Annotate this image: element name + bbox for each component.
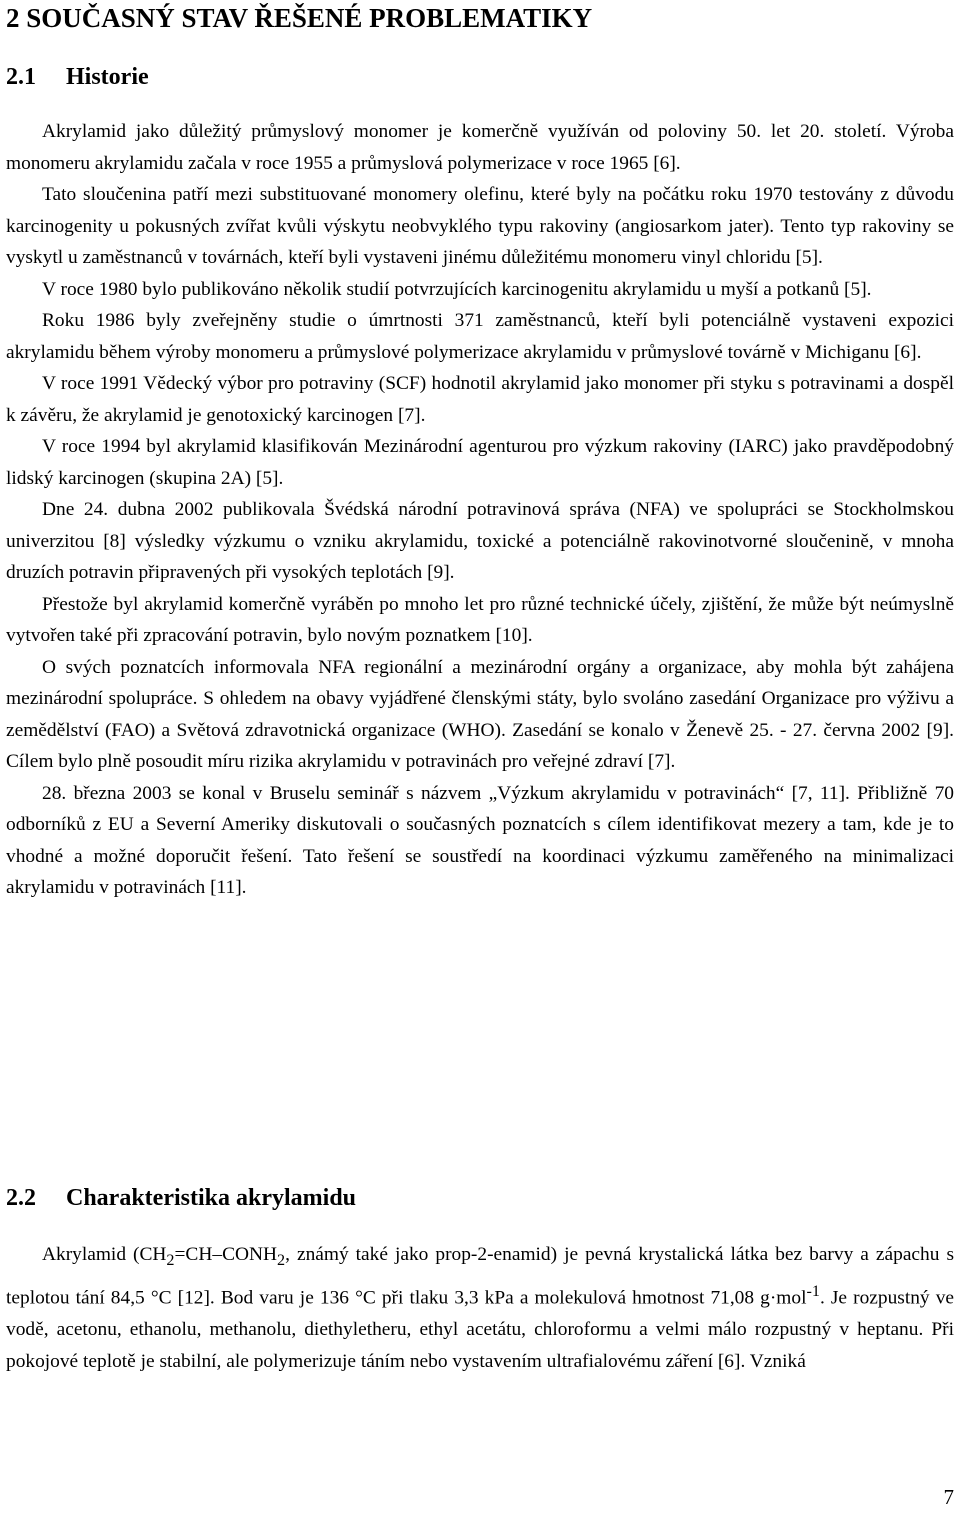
history-paragraph: Dne 24. dubna 2002 publikovala Švédská národní potravinová správa (NFA) ve spolupráci se Stockholmskou univerzitou [8] výsledky výzkumu o vzniku akrylamidu, toxické a potenciálně rakovinotvorné sloučenině, v mnoha druzích potravin připravených při vysokých teplotách [9]. [6, 499, 954, 583]
page-number: 7 [943, 1485, 954, 1509]
history-paragraph: Přestože byl akrylamid komerčně vyráběn po mnoho let pro různé technické účely, zjištění, že může být neúmyslně vytvořen také při zpracování potravin, bylo novým poznatkem [10]. [6, 593, 954, 646]
history-paragraph: V roce 1994 byl akrylamid klasifikován Mezinárodní agenturou pro výzkum rakoviny (IARC) jako pravděpodobný lidský karcinogen (skupina 2A) [5]. [6, 436, 954, 489]
section-number: 2.2 [6, 1185, 36, 1211]
history-text-block [6, 116, 954, 904]
section-title: Charakteristika akrylamidu [66, 1185, 357, 1211]
section-heading-historie [6, 61, 149, 93]
characteristics-paragraph: Akrylamid ($CH_2=CH-CONH_2$, známý také jako prop-2-enamid) je pevná krystalická látka bez barvy a zápachu s teplotou tání 84,5 °C [12]. Bod varu je 136 °C při tlaku 3,3 kPa a molekulová hmotnost 71,08 g·mol$^{-1}$. Je rozpustný ve vodě, acetonu, ethanolu, methanolu, diethyletheru, ethyl acetátu, chloroformu a velmi málo rozpustný v heptanu. Při pokojové teplotě je stabilní, ale polymerizuje táním nebo vystavením ultrafialovému záření [6]. Vzniká [6, 1244, 954, 1372]
section-number: 2.1 [6, 64, 36, 90]
section-title: Historie [66, 64, 149, 90]
history-paragraph: O svých poznatcích informovala NFA regionální a mezinárodní orgány a organizace, aby mohla být zahájena mezinárodní spolupráce. S ohledem na obavy vyjádřené členskými státy, bylo svoláno zasedání Organizace pro výživu a zemědělství (FAO) a Světová zdravotnická organizace (WHO). Zasedání se konalo v Ženevě 25. - 27. června 2002 [9]. Cílem bylo plně posoudit míru rizika akrylamidu v potravinách pro veřejné zdraví [7]. [6, 656, 954, 772]
history-paragraph: V roce 1980 bylo publikováno několik studií potvrzujících karcinogenitu akrylamidu u myší a potkanů [5]. [42, 278, 872, 300]
history-paragraph: Tato sloučenina patří mezi substituované monomery olefinu, které byly na počátku roku 1970 testovány z důvodu karcinogenity u pokusných zvířat kvůli výskytu neobvyklého typu rakoviny (angiosarkom jater). Tento typ rakoviny se vyskytl u zaměstnanců v továrnách, kteří byli vystaveni jinému důležitému monomeru vinyl chloridu [5]. [6, 184, 954, 268]
history-paragraph: Akrylamid jako důležitý průmyslový monomer je komerčně využíván od poloviny 50. let 20. století. Výroba monomeru akrylamidu začala v roce 1955 a průmyslová polymerizace v roce 1965 [6]. [6, 121, 954, 174]
history-paragraph: Roku 1986 byly zveřejněny studie o úmrtnosti 371 zaměstnanců, kteří byli potenciálně vystaveni expozici akrylamidu během výroby monomeru a průmyslové polymerizace akrylamidu v průmyslové továrně v Michiganu [6]. [6, 310, 954, 363]
section-heading-charakteristika [6, 1182, 356, 1214]
chapter-heading: 2 SOUČASNÝ STAV ŘEŠENÉ PROBLEMATIKY [6, 3, 593, 33]
history-paragraph: 28. března 2003 se konal v Bruselu seminář s názvem „Výzkum akrylamidu v potravinách“ [7, 11]. Přibližně 70 odborníků z EU a Severní Ameriky diskutovali o současných poznatcích s cílem identifikovat mezery a tam, kde je to vhodné a možné doporučit řešení. Tato řešení se soustředí na koordinaci výzkumu zaměřeného na minimalizaci akrylamidu v potravinách [11]. [6, 782, 954, 898]
history-paragraph: V roce 1991 Vědecký výbor pro potraviny (SCF) hodnotil akrylamid jako monomer při styku s potravinami a dospěl k závěru, že akrylamid je genotoxický karcinogen [7]. [6, 373, 954, 426]
